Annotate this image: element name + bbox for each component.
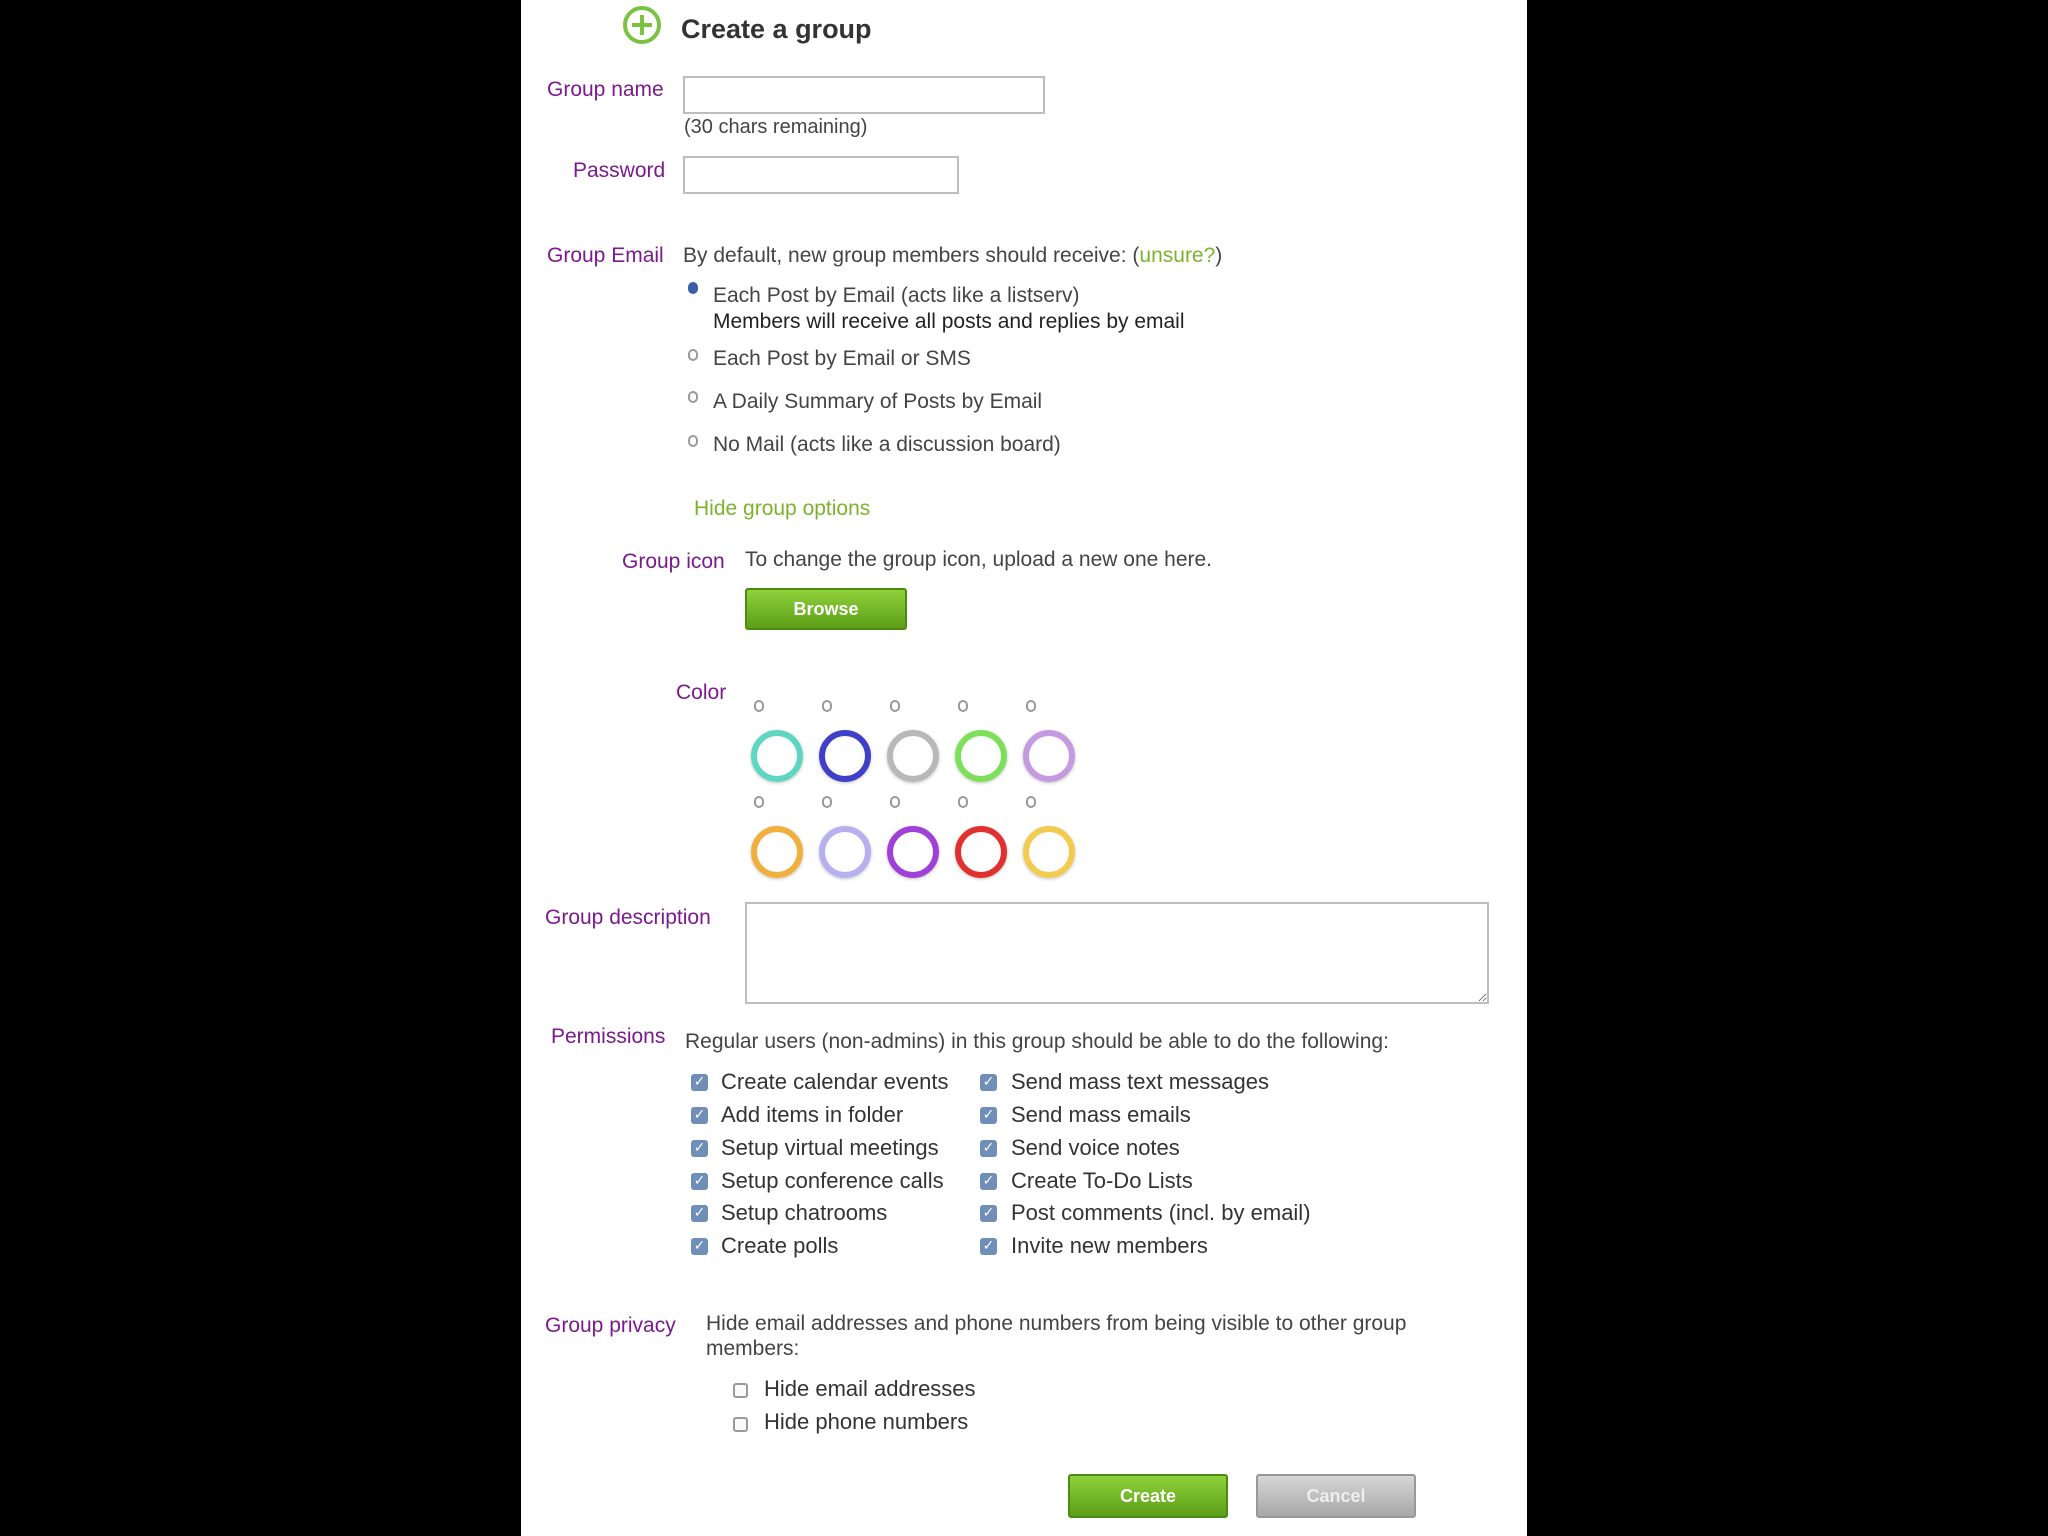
group-description-label: Group description: [545, 906, 711, 929]
hide-phone-label: Hide phone numbers: [764, 1409, 969, 1434]
permission-checkbox[interactable]: ✓: [980, 1173, 997, 1190]
group-email-label: Group Email: [547, 244, 664, 267]
create-button[interactable]: Create: [1068, 1474, 1228, 1518]
permission-label: Setup conference calls: [721, 1168, 944, 1193]
permission-checkbox[interactable]: ✓: [980, 1140, 997, 1157]
color-swatch[interactable]: [751, 826, 803, 878]
email-option-radio-each-post[interactable]: [688, 282, 698, 294]
email-option-radio-no-mail[interactable]: [688, 435, 698, 447]
color-label: Color: [676, 681, 727, 704]
color-radio[interactable]: [822, 796, 832, 808]
color-swatch[interactable]: [1023, 826, 1075, 878]
permissions-intro: Regular users (non-admins) in this group should be able to do the following:: [685, 1030, 1389, 1053]
email-option-detail: Members will receive all posts and replies by email: [713, 310, 1185, 333]
privacy-text-line1: Hide email addresses and phone numbers from being visible to other group: [706, 1312, 1407, 1335]
permission-checkbox[interactable]: ✓: [691, 1107, 708, 1124]
permission-checkbox[interactable]: ✓: [691, 1238, 708, 1255]
permission-label: Post comments (incl. by email): [1011, 1200, 1311, 1225]
group-name-hint: (30 chars remaining): [684, 116, 868, 138]
hide-email-label: Hide email addresses: [764, 1376, 976, 1401]
permission-label: Send voice notes: [1011, 1135, 1180, 1160]
color-radio[interactable]: [890, 700, 900, 712]
email-option-radio-daily[interactable]: [688, 391, 698, 403]
permission-checkbox[interactable]: ✓: [691, 1140, 708, 1157]
permissions-label: Permissions: [551, 1025, 666, 1048]
color-radio[interactable]: [1026, 796, 1036, 808]
group-icon-text: To change the group icon, upload a new one here.: [745, 548, 1213, 571]
permission-checkbox[interactable]: ✓: [980, 1238, 997, 1255]
permission-checkbox[interactable]: ✓: [980, 1107, 997, 1124]
email-option-label-sms: Each Post by Email or SMS: [713, 347, 971, 370]
page-title: Create a group: [681, 14, 872, 44]
color-swatch[interactable]: [887, 730, 939, 782]
group-icon-label: Group icon: [622, 550, 725, 573]
cancel-button[interactable]: Cancel: [1256, 1474, 1416, 1518]
color-radio[interactable]: [754, 700, 764, 712]
email-option-radio-sms[interactable]: [688, 349, 698, 361]
permission-label: Invite new members: [1011, 1233, 1208, 1258]
color-swatch[interactable]: [955, 826, 1007, 878]
group-email-intro: By default, new group members should receive: (unsure?): [683, 244, 1223, 267]
permission-label: Setup chatrooms: [721, 1200, 888, 1225]
color-radio[interactable]: [890, 796, 900, 808]
color-radio[interactable]: [754, 796, 764, 808]
color-swatch[interactable]: [819, 826, 871, 878]
permission-checkbox[interactable]: ✓: [980, 1205, 997, 1222]
permission-checkbox[interactable]: ✓: [980, 1074, 997, 1091]
browse-button[interactable]: Browse: [745, 588, 907, 630]
create-group-panel: [521, 0, 1527, 1536]
color-swatch[interactable]: [887, 826, 939, 878]
permission-checkbox[interactable]: ✓: [691, 1074, 708, 1091]
color-swatch[interactable]: [955, 730, 1007, 782]
permission-label: Send mass emails: [1011, 1102, 1191, 1127]
group-name-label: Group name: [547, 78, 664, 101]
add-circle-icon: [621, 4, 663, 46]
permission-label: Add items in folder: [721, 1102, 904, 1127]
color-swatch[interactable]: [1023, 730, 1075, 782]
permission-label: Setup virtual meetings: [721, 1135, 939, 1160]
color-radio[interactable]: [958, 796, 968, 808]
privacy-text-line2: members:: [706, 1337, 800, 1360]
color-radio[interactable]: [958, 700, 968, 712]
group-name-input[interactable]: [683, 76, 1045, 114]
hide-group-options-link[interactable]: Hide group options: [694, 497, 871, 520]
password-label: Password: [573, 159, 666, 182]
color-swatch[interactable]: [819, 730, 871, 782]
permission-label: Send mass text messages: [1011, 1069, 1270, 1094]
password-input[interactable]: [683, 156, 959, 194]
color-radio[interactable]: [1026, 700, 1036, 712]
permission-label: Create calendar events: [721, 1069, 949, 1094]
permission-checkbox[interactable]: ✓: [691, 1173, 708, 1190]
color-radio[interactable]: [822, 700, 832, 712]
hide-phone-checkbox[interactable]: [733, 1417, 748, 1432]
email-option-label-no-mail: No Mail (acts like a discussion board): [713, 433, 1061, 456]
unsure-link[interactable]: unsure?: [1139, 244, 1216, 267]
group-description-textarea[interactable]: [745, 902, 1489, 1004]
color-swatch[interactable]: [751, 730, 803, 782]
email-option-label-daily: A Daily Summary of Posts by Email: [713, 390, 1043, 413]
hide-email-checkbox[interactable]: [733, 1383, 748, 1398]
permission-label: Create To-Do Lists: [1011, 1168, 1193, 1193]
permission-label: Create polls: [721, 1233, 839, 1258]
group-privacy-label: Group privacy: [545, 1314, 676, 1337]
email-option-label-each-post: Each Post by Email (acts like a listserv): [713, 284, 1080, 307]
permission-checkbox[interactable]: ✓: [691, 1205, 708, 1222]
